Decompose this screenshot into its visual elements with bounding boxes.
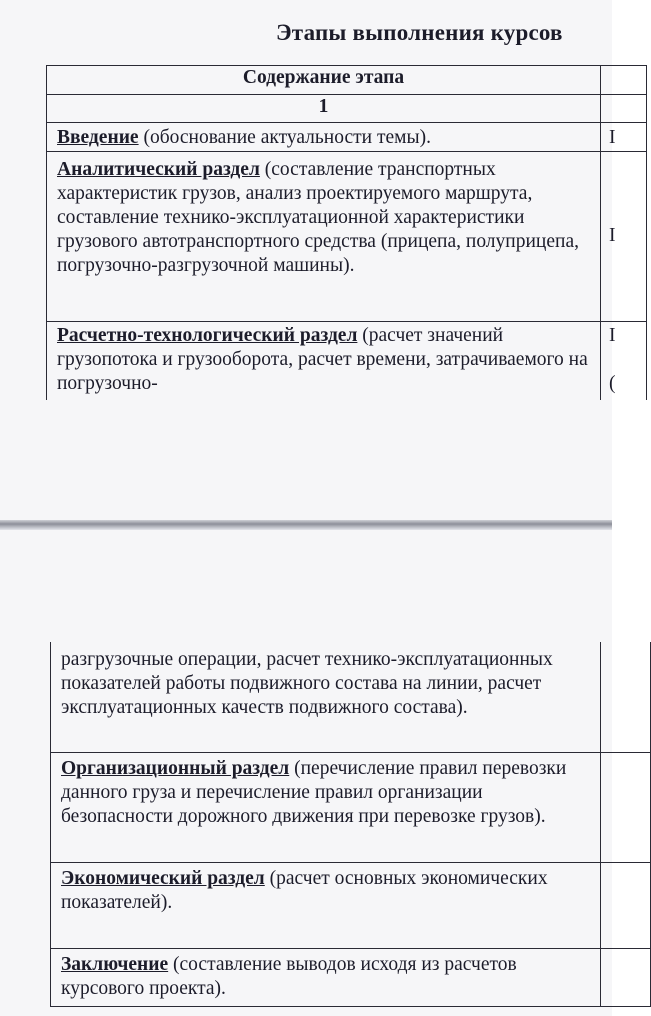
table-row	[47, 152, 647, 322]
page-divider	[0, 520, 612, 530]
stage-stub: І	[601, 152, 647, 322]
section-name: Расчетно-технологический раздел	[57, 325, 358, 346]
stage-cell	[51, 948, 601, 1006]
column-number: 1	[47, 95, 601, 123]
column-number-row	[47, 95, 647, 123]
table-row	[51, 862, 651, 948]
table-row	[51, 948, 651, 1006]
stage-stub-line-2: (	[609, 373, 616, 394]
table-row	[51, 642, 651, 752]
stage-cell	[51, 642, 601, 752]
section-name: Экономический раздел	[61, 867, 265, 889]
section-description: (составление транспортных характеристик грузов, анализ проектируемого маршрута, составление технико-эксплуатационной характеристики грузового автотранспортного средства (прицепа, полуприцепа, погрузочно-разгрузочной машины).	[57, 159, 579, 276]
table-header: Содержание этапа	[47, 66, 601, 95]
stage-stub	[601, 948, 651, 1006]
section-description: (составление выводов исходя из расчетов курсового проекта).	[61, 953, 517, 999]
table-row	[51, 752, 651, 862]
section-name: Заключение	[61, 953, 169, 975]
section-name: Введение	[57, 127, 139, 148]
section-description: (перечисление правил перевозки данного груза и перечисление правил организации безопасности дорожного движения при перевозке грузов).	[61, 757, 567, 827]
section-name: Организационный раздел	[61, 757, 290, 779]
stage-cell	[51, 862, 601, 948]
stages-table	[46, 65, 647, 400]
table-row	[47, 322, 647, 400]
stage-stub	[601, 752, 651, 862]
stage-stub	[601, 642, 651, 752]
stage-stub	[601, 322, 647, 400]
section-description: (обоснование актуальности темы).	[138, 127, 431, 148]
table-row	[47, 123, 647, 152]
stage-stub: І	[601, 123, 647, 152]
section-description: (расчет значений грузопотока и грузооборота, расчет времени, затрачиваемого на погрузочно-	[57, 325, 588, 394]
stage-cell	[47, 322, 601, 400]
stage-cell	[47, 152, 601, 322]
column-number-cell-2	[601, 95, 647, 123]
page-top	[0, 0, 616, 522]
stage-cell	[47, 123, 601, 152]
stage-cell	[51, 752, 601, 862]
stages-table-continued	[50, 642, 651, 1007]
table-header-cell-2	[601, 66, 647, 95]
section-name: Аналитический раздел	[57, 159, 260, 180]
page-bottom	[0, 530, 612, 1016]
section-description: разгрузочные операции, расчет технико-эксплуатационных показателей работы подвижного состава на линии, расчет эксплуатационных качеств подвижного состава).	[61, 649, 553, 718]
stage-stub	[601, 862, 651, 948]
stage-stub-line-1: І	[609, 325, 616, 346]
table-header-row	[47, 66, 647, 95]
section-description: (расчет основных экономических показателей).	[61, 867, 548, 913]
page-title: Этапы выполнения курсов	[276, 20, 563, 45]
